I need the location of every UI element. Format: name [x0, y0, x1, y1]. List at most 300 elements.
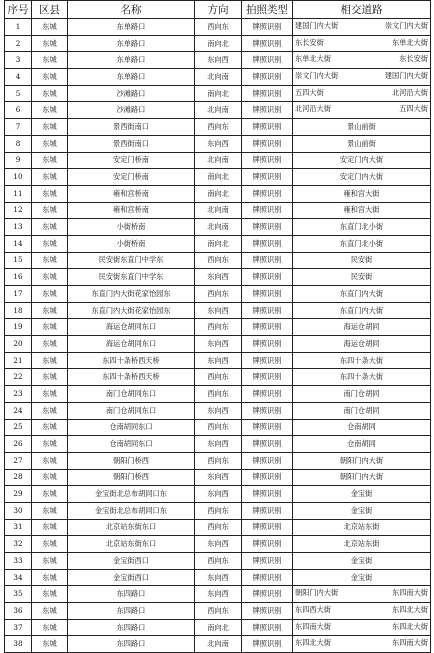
cell-name: 景西街南口 [68, 119, 195, 136]
cell-direction: 南向北 [195, 169, 242, 186]
cell-name: 东四路口 [68, 619, 195, 636]
cell-direction: 西向东 [195, 286, 242, 303]
cell-capture-type: 牌照识别 [242, 386, 293, 403]
cell-capture-type: 牌照识别 [242, 402, 293, 419]
road-primary: 北河沿大街 [295, 104, 331, 114]
cell-roads [293, 502, 431, 519]
cell-no: 6 [5, 102, 32, 119]
cell-roads [293, 553, 431, 570]
table-row [5, 252, 431, 269]
cell-district: 东城 [32, 419, 68, 436]
cell-no: 19 [5, 319, 32, 336]
cell-no: 18 [5, 302, 32, 319]
cell-no: 38 [5, 636, 32, 653]
cell-capture-type: 牌照识别 [242, 219, 293, 236]
table-row [5, 52, 431, 69]
table-row [5, 135, 431, 152]
cell-roads [293, 35, 431, 52]
cell-district: 东城 [32, 553, 68, 570]
road-primary: 南门仓胡同 [343, 388, 380, 398]
cell-name: 南门仓胡同东口 [68, 386, 195, 403]
road-primary: 东长安街 [295, 37, 324, 47]
table-row [5, 235, 431, 252]
road-secondary: 崇文门内大街 [384, 21, 428, 30]
table-row [5, 502, 431, 519]
location-table [4, 0, 431, 653]
cell-no: 31 [5, 519, 32, 536]
cell-roads [293, 386, 431, 403]
cell-district: 东城 [32, 436, 68, 453]
cell-direction: 东向西 [195, 436, 242, 453]
cell-district: 东城 [32, 402, 68, 419]
cell-capture-type: 牌照识别 [242, 69, 293, 86]
road-secondary: 东四北大街 [392, 621, 428, 631]
cell-name: 民安街东直门中学东 [68, 252, 195, 269]
cell-district: 东城 [32, 452, 68, 469]
cell-no: 25 [5, 419, 32, 436]
road-primary: 北京站东街 [343, 522, 380, 532]
cell-name: 东单路口 [68, 69, 195, 86]
cell-district: 东城 [32, 185, 68, 202]
cell-district: 东城 [32, 352, 68, 369]
cell-name: 安定门桥南 [68, 152, 195, 169]
cell-name: 金宝街北总布胡同口东 [68, 502, 195, 519]
cell-roads [293, 519, 431, 536]
cell-direction: 东向西 [195, 469, 242, 486]
cell-capture-type: 牌照识别 [242, 603, 293, 620]
cell-direction: 西向东 [195, 452, 242, 469]
cell-no: 36 [5, 603, 32, 620]
cell-roads [293, 636, 431, 653]
cell-capture-type: 牌照识别 [242, 536, 293, 553]
road-secondary: 北河沿大街 [392, 87, 428, 97]
cell-roads [293, 169, 431, 186]
cell-name: 东直门内大街花家怡园东 [68, 286, 195, 303]
cell-direction: 南向北 [195, 619, 242, 636]
cell-direction: 西向东 [195, 319, 242, 336]
road-primary: 海运仓胡同 [343, 322, 380, 332]
road-primary: 东四十条大街 [339, 355, 384, 365]
cell-roads [293, 252, 431, 269]
table-row [5, 152, 431, 169]
road-primary: 仓南胡同 [347, 422, 376, 432]
road-primary: 安定门内大街 [339, 155, 384, 165]
cell-name: 小街桥南 [68, 235, 195, 252]
cell-district: 东城 [32, 486, 68, 503]
cell-capture-type: 牌照识别 [242, 619, 293, 636]
cell-capture-type: 牌照识别 [242, 302, 293, 319]
cell-no: 24 [5, 402, 32, 419]
cell-capture-type: 牌照识别 [242, 436, 293, 453]
road-primary: 雍和宫大街 [343, 188, 380, 198]
cell-district: 东城 [32, 603, 68, 620]
header-direction: 方向 [195, 1, 242, 19]
cell-roads [293, 319, 431, 336]
cell-district: 东城 [32, 102, 68, 119]
header-row [5, 1, 431, 19]
cell-roads [293, 469, 431, 486]
cell-capture-type: 牌照识别 [242, 119, 293, 136]
cell-direction: 东向西 [195, 135, 242, 152]
cell-direction: 北向南 [195, 202, 242, 219]
cell-roads [293, 369, 431, 386]
cell-direction: 东向西 [195, 52, 242, 69]
cell-capture-type: 牌照识别 [242, 319, 293, 336]
cell-roads [293, 85, 431, 102]
road-primary: 东四北大街 [295, 638, 331, 648]
cell-no: 4 [5, 69, 32, 86]
cell-no: 7 [5, 119, 32, 136]
cell-district: 东城 [32, 286, 68, 303]
cell-direction: 西向东 [195, 502, 242, 519]
table-row [5, 619, 431, 636]
road-primary: 五四大街 [295, 87, 324, 97]
cell-name: 北京站东街东口 [68, 519, 195, 536]
cell-name: 东直门内大街花家怡园东 [68, 302, 195, 319]
cell-roads [293, 586, 431, 603]
cell-no: 32 [5, 536, 32, 553]
cell-capture-type: 牌照识别 [242, 252, 293, 269]
cell-district: 东城 [32, 252, 68, 269]
cell-no: 30 [5, 502, 32, 519]
cell-name: 沙滩路口 [68, 85, 195, 102]
cell-no: 15 [5, 252, 32, 269]
cell-name: 海运仓胡同东口 [68, 336, 195, 353]
cell-name: 朝阳门桥西 [68, 469, 195, 486]
cell-direction: 西向东 [195, 119, 242, 136]
cell-name: 金宝街北总布胡同口东 [68, 486, 195, 503]
cell-roads [293, 235, 431, 252]
cell-direction: 西向东 [195, 603, 242, 620]
cell-no: 13 [5, 219, 32, 236]
header-roads: 相交道路 [293, 1, 431, 19]
cell-direction: 东向西 [195, 269, 242, 286]
table-row [5, 185, 431, 202]
cell-roads [293, 119, 431, 136]
cell-direction: 北向南 [195, 102, 242, 119]
cell-capture-type: 牌照识别 [242, 85, 293, 102]
table-row [5, 85, 431, 102]
cell-no: 11 [5, 185, 32, 202]
table-row [5, 19, 431, 36]
table-row [5, 69, 431, 86]
road-primary: 金宝街 [350, 505, 373, 515]
table-row [5, 436, 431, 453]
table-row [5, 202, 431, 219]
cell-no: 5 [5, 85, 32, 102]
table-row [5, 452, 431, 469]
table-row [5, 219, 431, 236]
cell-no: 22 [5, 369, 32, 386]
cell-direction: 南向北 [195, 35, 242, 52]
cell-capture-type: 牌照识别 [242, 286, 293, 303]
cell-capture-type: 牌照识别 [242, 352, 293, 369]
cell-name: 东四十条桥西天桥 [68, 369, 195, 386]
cell-direction: 南向北 [195, 85, 242, 102]
cell-name: 金宝街西口 [68, 569, 195, 586]
road-primary: 金宝街 [350, 489, 373, 499]
table-row [5, 586, 431, 603]
road-secondary: 东四南大街 [392, 638, 428, 648]
cell-name: 东单路口 [68, 19, 195, 36]
cell-roads [293, 352, 431, 369]
cell-capture-type: 牌照识别 [242, 452, 293, 469]
cell-name: 小街桥南 [68, 219, 195, 236]
table-row [5, 369, 431, 386]
cell-name: 民安街东直门中学东 [68, 269, 195, 286]
cell-district: 东城 [32, 169, 68, 186]
cell-no: 33 [5, 553, 32, 570]
cell-roads [293, 185, 431, 202]
road-primary: 安定门内大街 [339, 172, 384, 182]
cell-capture-type: 牌照识别 [242, 519, 293, 536]
cell-direction: 东向西 [195, 536, 242, 553]
table-body [5, 19, 431, 653]
header-district: 区县 [32, 1, 68, 19]
cell-district: 东城 [32, 235, 68, 252]
cell-capture-type: 牌照识别 [242, 586, 293, 603]
cell-district: 东城 [32, 135, 68, 152]
cell-no: 3 [5, 52, 32, 69]
cell-name: 东四十条桥西天桥 [68, 352, 195, 369]
cell-capture-type: 牌照识别 [242, 35, 293, 52]
cell-direction: 西向东 [195, 369, 242, 386]
cell-no: 2 [5, 35, 32, 52]
cell-direction: 西向东 [195, 386, 242, 403]
cell-district: 东城 [32, 519, 68, 536]
cell-name: 东四路口 [68, 603, 195, 620]
road-primary: 金宝街 [350, 555, 373, 565]
road-primary: 海运仓胡同 [343, 338, 380, 348]
cell-name: 金宝街西口 [68, 553, 195, 570]
table-row [5, 402, 431, 419]
cell-district: 东城 [32, 202, 68, 219]
table-row [5, 553, 431, 570]
cell-name: 仓南胡同东口 [68, 419, 195, 436]
cell-no: 27 [5, 452, 32, 469]
table-row [5, 286, 431, 303]
cell-district: 东城 [32, 302, 68, 319]
cell-direction: 西向东 [195, 519, 242, 536]
cell-district: 东城 [32, 569, 68, 586]
road-secondary: 东四南大街 [392, 588, 428, 598]
road-primary: 东单北大街 [295, 54, 331, 64]
cell-no: 9 [5, 152, 32, 169]
cell-capture-type: 牌照识别 [242, 636, 293, 653]
cell-capture-type: 牌照识别 [242, 19, 293, 36]
cell-district: 东城 [32, 536, 68, 553]
cell-capture-type: 牌照识别 [242, 502, 293, 519]
table-row [5, 469, 431, 486]
cell-capture-type: 牌照识别 [242, 486, 293, 503]
cell-capture-type: 牌照识别 [242, 135, 293, 152]
cell-name: 北京站东街东口 [68, 536, 195, 553]
cell-no: 35 [5, 586, 32, 603]
cell-district: 东城 [32, 469, 68, 486]
table-row [5, 336, 431, 353]
road-primary: 景山前街 [347, 138, 376, 148]
road-primary: 东四十条大街 [339, 372, 384, 382]
cell-district: 东城 [32, 152, 68, 169]
road-primary: 东四南大街 [295, 621, 331, 631]
cell-roads [293, 135, 431, 152]
cell-roads [293, 152, 431, 169]
cell-roads [293, 302, 431, 319]
cell-district: 东城 [32, 119, 68, 136]
table-row [5, 419, 431, 436]
road-primary: 崇文门内大街 [295, 71, 339, 81]
cell-direction: 西向东 [195, 19, 242, 36]
cell-direction: 北向南 [195, 219, 242, 236]
road-primary: 景山前街 [347, 121, 376, 131]
cell-district: 东城 [32, 85, 68, 102]
cell-name: 东单路口 [68, 52, 195, 69]
cell-no: 17 [5, 286, 32, 303]
cell-no: 12 [5, 202, 32, 219]
cell-name: 朝阳门桥西 [68, 452, 195, 469]
cell-name: 东单路口 [68, 35, 195, 52]
cell-capture-type: 牌照识别 [242, 419, 293, 436]
header-capture-type: 拍照类型 [242, 1, 293, 19]
road-primary: 南门仓胡同 [343, 405, 380, 415]
cell-capture-type: 牌照识别 [242, 152, 293, 169]
road-primary: 建国门内大街 [295, 21, 339, 30]
cell-direction: 东向西 [195, 302, 242, 319]
cell-name: 雍和宫桥南 [68, 185, 195, 202]
cell-roads [293, 452, 431, 469]
cell-district: 东城 [32, 336, 68, 353]
cell-district: 东城 [32, 369, 68, 386]
cell-district: 东城 [32, 269, 68, 286]
cell-district: 东城 [32, 319, 68, 336]
road-primary: 民安街 [350, 255, 373, 265]
table-row [5, 352, 431, 369]
cell-name: 雍和宫桥南 [68, 202, 195, 219]
road-primary: 东四西大街 [295, 605, 331, 615]
cell-no: 16 [5, 269, 32, 286]
table-row [5, 603, 431, 620]
cell-direction: 东向西 [195, 586, 242, 603]
cell-name: 南门仓胡同东口 [68, 402, 195, 419]
road-primary: 朝阳门内大街 [295, 588, 339, 598]
table-row [5, 486, 431, 503]
cell-capture-type: 牌照识别 [242, 469, 293, 486]
cell-capture-type: 牌照识别 [242, 52, 293, 69]
road-primary: 北京站东街 [343, 539, 380, 549]
cell-no: 14 [5, 235, 32, 252]
cell-direction: 东向西 [195, 569, 242, 586]
cell-roads [293, 436, 431, 453]
cell-no: 1 [5, 19, 32, 36]
road-primary: 东直门内大街 [339, 288, 384, 298]
table-row [5, 119, 431, 136]
cell-direction: 北向南 [195, 152, 242, 169]
cell-roads [293, 603, 431, 620]
cell-name: 沙滩路口 [68, 102, 195, 119]
table-row [5, 302, 431, 319]
cell-capture-type: 牌照识别 [242, 269, 293, 286]
cell-roads [293, 19, 431, 36]
cell-district: 东城 [32, 586, 68, 603]
cell-capture-type: 牌照识别 [242, 169, 293, 186]
cell-name: 海运仓胡同东口 [68, 319, 195, 336]
table-row [5, 636, 431, 653]
table-row [5, 386, 431, 403]
cell-district: 东城 [32, 619, 68, 636]
cell-name: 安定门桥南 [68, 169, 195, 186]
cell-direction: 南向北 [195, 235, 242, 252]
cell-name: 景西街南口 [68, 135, 195, 152]
cell-direction: 北向南 [195, 69, 242, 86]
road-primary: 朝阳门内大街 [339, 472, 384, 482]
road-secondary: 东单北大街 [392, 37, 428, 47]
table-row [5, 169, 431, 186]
cell-capture-type: 牌照识别 [242, 369, 293, 386]
cell-capture-type: 牌照识别 [242, 185, 293, 202]
cell-capture-type: 牌照识别 [242, 569, 293, 586]
table-row [5, 35, 431, 52]
cell-roads [293, 286, 431, 303]
table-row [5, 269, 431, 286]
cell-direction: 南向北 [195, 185, 242, 202]
road-primary: 金宝街 [350, 572, 373, 582]
cell-no: 26 [5, 436, 32, 453]
road-primary: 东直门北小街 [339, 238, 384, 248]
cell-direction: 东向西 [195, 486, 242, 503]
road-primary: 东直门内大街 [339, 305, 384, 315]
cell-capture-type: 牌照识别 [242, 235, 293, 252]
cell-no: 37 [5, 619, 32, 636]
road-primary: 仓南胡同 [347, 439, 376, 449]
road-secondary: 东长安街 [399, 54, 428, 64]
cell-roads [293, 419, 431, 436]
cell-roads [293, 402, 431, 419]
cell-capture-type: 牌照识别 [242, 102, 293, 119]
table-row [5, 102, 431, 119]
cell-name: 仓南胡同东口 [68, 436, 195, 453]
cell-roads [293, 219, 431, 236]
cell-direction: 东向西 [195, 336, 242, 353]
cell-no: 28 [5, 469, 32, 486]
cell-direction: 北向南 [195, 636, 242, 653]
cell-district: 东城 [32, 19, 68, 36]
cell-name: 东四路口 [68, 586, 195, 603]
table-row [5, 519, 431, 536]
cell-district: 东城 [32, 219, 68, 236]
cell-district: 东城 [32, 636, 68, 653]
cell-district: 东城 [32, 52, 68, 69]
cell-roads [293, 69, 431, 86]
table-row [5, 536, 431, 553]
cell-no: 21 [5, 352, 32, 369]
cell-roads [293, 269, 431, 286]
road-primary: 东直门北小街 [339, 222, 384, 232]
table-row [5, 569, 431, 586]
cell-name: 东四路口 [68, 636, 195, 653]
cell-roads [293, 202, 431, 219]
road-secondary: 东四北大街 [392, 605, 428, 615]
cell-capture-type: 牌照识别 [242, 336, 293, 353]
cell-district: 东城 [32, 35, 68, 52]
cell-district: 东城 [32, 69, 68, 86]
cell-roads [293, 336, 431, 353]
cell-direction: 东向西 [195, 402, 242, 419]
cell-no: 23 [5, 386, 32, 403]
table-row [5, 319, 431, 336]
road-secondary: 五四大街 [399, 104, 428, 114]
cell-roads [293, 569, 431, 586]
cell-roads [293, 536, 431, 553]
